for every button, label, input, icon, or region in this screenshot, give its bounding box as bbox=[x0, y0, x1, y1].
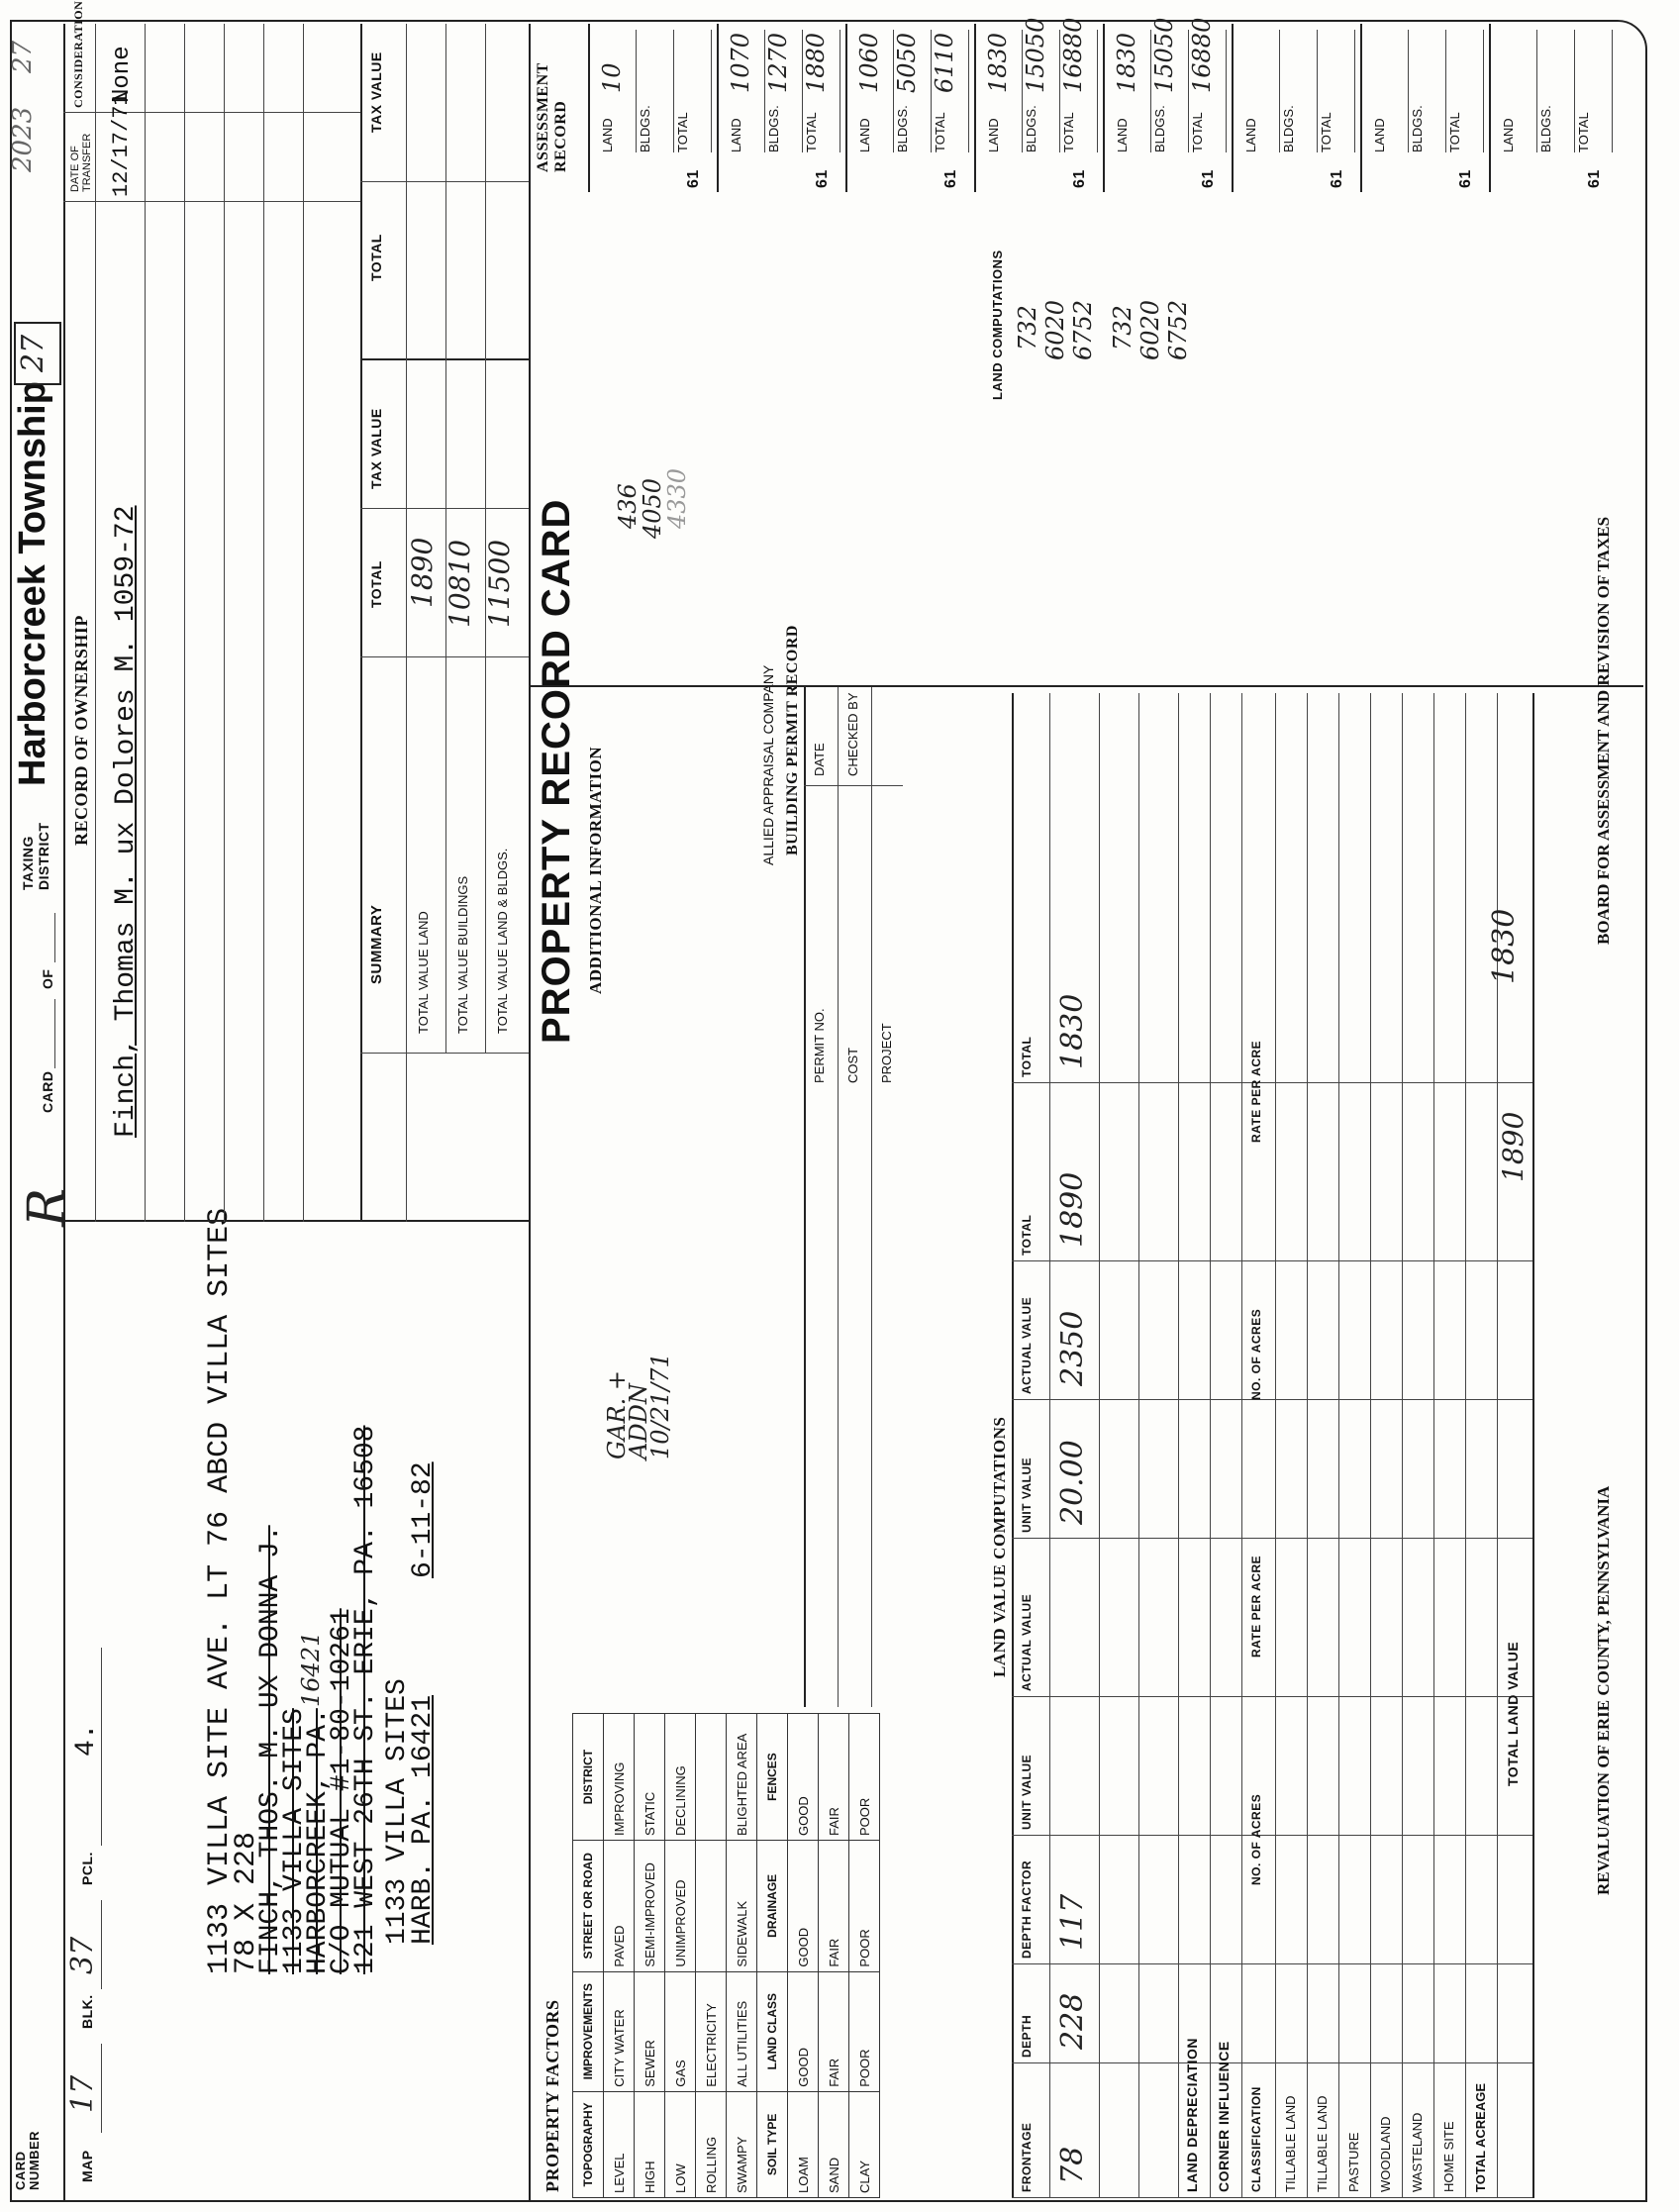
land-value-header: TOTAL bbox=[1020, 1036, 1034, 1077]
land-value-row-d bbox=[1178, 693, 1179, 2198]
pcl-underline bbox=[101, 1648, 102, 1846]
pf-cell: SEWER bbox=[635, 1971, 665, 2091]
land-value-row-a bbox=[1049, 693, 1050, 2198]
summary-col-1 bbox=[360, 656, 529, 657]
blk-underline bbox=[101, 1900, 102, 1989]
right-tax-label: TAX VALUE bbox=[368, 51, 384, 133]
summary-bldgs-total: 10810 bbox=[444, 539, 476, 628]
card-underline bbox=[54, 999, 55, 1068]
summary-all-label: TOTAL VALUE LAND & BLDGS. bbox=[495, 848, 510, 1034]
summary-land-label: TOTAL VALUE LAND bbox=[416, 911, 431, 1034]
permit-rule bbox=[804, 687, 806, 1707]
land-value-top bbox=[1012, 693, 1014, 2198]
assessment-label: BLDGS. 5050 bbox=[895, 30, 932, 152]
assessment-value: 10 bbox=[598, 62, 626, 93]
land-value-col bbox=[1012, 1399, 1532, 1400]
land-comp-3: 6752 bbox=[1069, 299, 1097, 360]
card-class-mark: R bbox=[18, 1187, 77, 1227]
pf-head-street: STREET OR ROAD bbox=[573, 1841, 604, 1972]
land-value-header: TOTAL bbox=[1020, 1214, 1034, 1256]
pf-cell: SAND bbox=[819, 2091, 849, 2197]
pf-cell: STATIC bbox=[635, 1714, 665, 1841]
pf-head-impr: IMPROVEMENTS bbox=[573, 1971, 604, 2091]
map-value: 17 bbox=[65, 2074, 100, 2113]
classification-row: TOTAL ACREAGE bbox=[1473, 2082, 1488, 2192]
pf-head-class: LAND CLASS bbox=[757, 1971, 788, 2091]
assessment-label: TOTAL 1880 bbox=[804, 30, 840, 152]
of-label: OF bbox=[40, 968, 55, 989]
assessment-year: 61 bbox=[814, 169, 831, 188]
ownership-row-3 bbox=[224, 24, 225, 1222]
assessment-value: 1060 bbox=[855, 32, 883, 93]
assessment-block bbox=[1232, 24, 1362, 192]
pf-cell: DECLINING bbox=[665, 1714, 696, 1841]
land-value-col bbox=[1012, 1260, 1532, 1261]
summary-row-1 bbox=[406, 24, 407, 1222]
assessment-value: 15050 bbox=[1150, 17, 1178, 93]
land-value-col bbox=[1012, 2197, 1532, 2198]
pf-cell bbox=[696, 1714, 727, 1841]
pf-cell: LEVEL bbox=[604, 2091, 635, 2197]
assessment-label: LAND 1060 bbox=[857, 30, 894, 152]
land-value-col bbox=[1012, 2062, 1532, 2063]
land-value-row-c bbox=[1138, 693, 1139, 2198]
pf-cell: HIGH bbox=[635, 2091, 665, 2197]
classification-row: TILLABLE LAND bbox=[1283, 2095, 1298, 2192]
property-factors-table bbox=[572, 1713, 880, 2198]
pf-cell: CITY WATER bbox=[604, 1971, 635, 2091]
summary-total-label: TOTAL bbox=[368, 560, 384, 608]
pf-cell: GOOD bbox=[788, 1971, 819, 2091]
struck-line-1: FINCH, THOS. M. UX DONNA J. bbox=[255, 1525, 286, 1974]
land-value-col bbox=[1012, 1696, 1532, 1697]
land-value-header: ACTUAL VALUE bbox=[1020, 1593, 1034, 1691]
pf-cell: IMPROVING bbox=[604, 1714, 635, 1841]
pf-cell: SWAMPY bbox=[727, 2091, 757, 2197]
permit-row-1 bbox=[838, 687, 839, 1707]
assessment-label: LAND bbox=[1372, 30, 1409, 152]
pf-cell: POOR bbox=[849, 1714, 880, 1841]
assessment-value: 16880 bbox=[1188, 17, 1216, 93]
assessment-value: 1830 bbox=[984, 32, 1012, 93]
permit-no-label: PERMIT NO. bbox=[812, 1008, 827, 1083]
hand-fig-1: 436 bbox=[614, 483, 642, 529]
assessment-block bbox=[1360, 24, 1491, 192]
assessment-block bbox=[845, 24, 976, 192]
assessment-value: 15050 bbox=[1022, 17, 1049, 93]
land-value-header: DEPTH bbox=[1020, 2014, 1034, 2058]
header-rule bbox=[63, 24, 65, 2202]
owner-entry: Finch, Thomas M. ux Dolores M. 1059-72 bbox=[111, 505, 142, 1138]
classification-row: WOODLAND bbox=[1378, 2116, 1393, 2192]
assessment-year: 61 bbox=[685, 169, 702, 188]
consideration-value: None bbox=[109, 46, 136, 103]
additional-info-title: ADDITIONAL INFORMATION bbox=[586, 746, 605, 994]
assessment-label: LAND 1830 bbox=[1115, 30, 1151, 152]
property-factors-title: PROPERTY FACTORS bbox=[543, 1999, 562, 2192]
date-of-transfer-label: DATE OF TRANSFER bbox=[69, 133, 93, 192]
consideration-label: CONSIDERATION bbox=[71, 0, 85, 108]
record-number: 27 bbox=[16, 334, 50, 372]
ownership-row-1 bbox=[145, 24, 146, 1222]
assessment-value: 5050 bbox=[893, 32, 921, 93]
classification-header: RATE PER ACRE bbox=[1249, 1040, 1263, 1143]
land-value-cell: 78 bbox=[1055, 2146, 1090, 2184]
assessment-label: BLDGS. 1270 bbox=[766, 30, 803, 152]
pf-cell: UNIMPROVED bbox=[665, 1841, 696, 1972]
assessment-block bbox=[717, 24, 847, 192]
assessment-label: TOTAL 16880 bbox=[1061, 30, 1098, 152]
company-name: ALLIED APPRAISAL COMPANY bbox=[760, 664, 776, 865]
classification-row-rule bbox=[1370, 693, 1371, 2198]
summary-left-edge bbox=[360, 1053, 529, 1054]
land-value-cell: 1890 bbox=[1055, 1171, 1090, 1248]
permit-cost-label: COST bbox=[845, 1047, 860, 1083]
assessment-label: TOTAL 6110 bbox=[933, 30, 969, 152]
land-value-cell: 117 bbox=[1055, 1893, 1090, 1951]
pf-cell: SEMI-IMPROVED bbox=[635, 1841, 665, 1972]
township-name: Harborcreek Township bbox=[12, 381, 53, 786]
total-land-value-2: 1830 bbox=[1487, 908, 1522, 984]
top-right-note: 2023 bbox=[8, 106, 38, 172]
address-line-3: 1133 VILLA SITES bbox=[382, 1678, 413, 1945]
pcl-label: PCL. bbox=[79, 1852, 95, 1885]
land-depreciation-label: LAND DEPRECIATION bbox=[1184, 2037, 1200, 2192]
pf-cell: CLAY bbox=[849, 2091, 880, 2197]
pcl-value: 4. bbox=[71, 1723, 102, 1757]
assessment-label: BLDGS. 15050 bbox=[1024, 30, 1060, 152]
assessment-value: 16880 bbox=[1059, 17, 1087, 93]
pf-cell: LOAM bbox=[788, 2091, 819, 2197]
pf-cell: GOOD bbox=[788, 1714, 819, 1841]
assessment-block bbox=[588, 24, 719, 192]
footer-left: REVALUATION OF ERIE COUNTY, PENNSYLVANIA bbox=[1594, 1485, 1613, 1895]
total-land-value-label: TOTAL LAND VALUE bbox=[1505, 1641, 1521, 1786]
ownership-bottom bbox=[360, 24, 362, 1222]
land-value-cell: 1830 bbox=[1055, 993, 1090, 1069]
pf-cell: GAS bbox=[665, 1971, 696, 2091]
assessment-label: LAND 1830 bbox=[986, 30, 1023, 152]
card-title: PROPERTY RECORD CARD bbox=[535, 498, 578, 1044]
assessment-label: LAND bbox=[1243, 30, 1280, 152]
assessment-label: TOTAL bbox=[1447, 30, 1484, 152]
pf-head-topo: TOPOGRAPHY bbox=[573, 2091, 604, 2197]
summary-all-total: 11500 bbox=[483, 539, 516, 628]
classification-row-rule bbox=[1465, 693, 1466, 2198]
land-value-col bbox=[1012, 1082, 1532, 1083]
assessment-value: 1830 bbox=[1113, 32, 1140, 93]
assessment-label: TOTAL bbox=[1319, 30, 1355, 152]
land-comp-6: 6752 bbox=[1164, 299, 1192, 360]
summary-col-3 bbox=[360, 358, 529, 360]
classification-header: RATE PER ACRE bbox=[1249, 1555, 1263, 1658]
pf-cell: FAIR bbox=[819, 1971, 849, 2091]
assessment-block bbox=[1489, 24, 1620, 192]
top-right-note-2: 27 bbox=[8, 40, 38, 73]
classification-row-rule bbox=[1433, 693, 1434, 2198]
land-value-header: ACTUAL VALUE bbox=[1020, 1296, 1034, 1394]
assessment-year: 61 bbox=[1329, 169, 1345, 188]
ownership-row-5 bbox=[303, 24, 304, 1222]
land-value-col bbox=[1012, 1835, 1532, 1836]
address-line-2: 78 X 228 bbox=[230, 1831, 263, 1974]
land-value-header: UNIT VALUE bbox=[1020, 1457, 1034, 1533]
pf-cell: PAVED bbox=[604, 1841, 635, 1972]
hand-fig-2: 4050 bbox=[639, 477, 666, 539]
assessment-year: 61 bbox=[1457, 169, 1474, 188]
card-number-label: CARD NUMBER bbox=[13, 2130, 42, 2190]
total-land-value-1: 1890 bbox=[1497, 1111, 1530, 1182]
assessment-value: 6110 bbox=[931, 32, 958, 93]
pf-head-fences: FENCES bbox=[757, 1714, 788, 1841]
card-label: CARD bbox=[40, 1070, 55, 1113]
permit-title: BUILDING PERMIT RECORD bbox=[784, 625, 801, 855]
assessment-block bbox=[974, 17, 1105, 192]
pf-cell bbox=[696, 1841, 727, 1972]
land-comp-5: 6020 bbox=[1136, 299, 1164, 360]
ownership-col-1 bbox=[63, 201, 360, 202]
of-underline bbox=[54, 913, 55, 962]
assessment-value: 1270 bbox=[764, 32, 792, 93]
additional-note: GAR. + ADDN 10/21/71 bbox=[603, 1353, 674, 1459]
land-comp-2: 6020 bbox=[1041, 299, 1069, 360]
land-value-cell: 20.00 bbox=[1055, 1440, 1090, 1525]
map-label: MAP bbox=[79, 2150, 95, 2182]
struck-line-2: 1133 VILLA SITES bbox=[279, 1708, 310, 1974]
transfer-date: 12/17/71 bbox=[109, 92, 134, 197]
summary-tax-label: TAX VALUE bbox=[368, 408, 384, 489]
blk-value: 37 bbox=[65, 1936, 100, 1974]
assessment-label: BLDGS. 15050 bbox=[1152, 30, 1189, 152]
pf-cell: SIDEWALK bbox=[727, 1841, 757, 1972]
ownership-row-2 bbox=[184, 24, 185, 1222]
assessment-label: BLDGS. bbox=[1281, 30, 1318, 152]
pf-cell: LOW bbox=[665, 2091, 696, 2197]
land-value-header: UNIT VALUE bbox=[1020, 1754, 1034, 1830]
land-comp-4: 732 bbox=[1109, 305, 1136, 351]
assessment-left-edge bbox=[529, 685, 1643, 687]
struck-line-4: C/O MUTUAL #1-80-10261 bbox=[327, 1608, 357, 1974]
map-underline bbox=[101, 2044, 102, 2133]
struck-line-3: HARBORCREEK, PA. bbox=[303, 1708, 334, 1974]
classification-header: CLASSIFICATION bbox=[1249, 2086, 1263, 2192]
assessment-year: 61 bbox=[1586, 169, 1603, 188]
taxing-district-label: TAXING DISTRICT bbox=[20, 822, 51, 890]
classification-row: WASTELAND bbox=[1410, 2112, 1425, 2192]
land-value-header: FRONTAGE bbox=[1020, 2122, 1034, 2192]
assessment-label: BLDGS. bbox=[1538, 30, 1575, 152]
pf-cell: POOR bbox=[849, 1971, 880, 2091]
ownership-title: RECORD OF OWNERSHIP bbox=[71, 615, 91, 846]
permit-row-2 bbox=[871, 687, 872, 1707]
assessment-label: TOTAL bbox=[675, 30, 712, 152]
land-value-col bbox=[1012, 1963, 1532, 1964]
permit-checked-label: CHECKED BY bbox=[845, 692, 860, 776]
pf-head-district: DISTRICT bbox=[573, 1714, 604, 1841]
pf-cell: BLIGHTED AREA bbox=[727, 1714, 757, 1841]
land-value-col bbox=[1012, 1538, 1532, 1539]
ownership-col-2 bbox=[63, 112, 360, 113]
assessment-year: 61 bbox=[1071, 169, 1088, 188]
summary-col-4 bbox=[360, 181, 529, 182]
classification-header-rule bbox=[1275, 693, 1276, 2198]
classification-header: NO. OF ACRES bbox=[1249, 1308, 1263, 1400]
pf-cell: FAIR bbox=[819, 1841, 849, 1972]
land-value-row-f bbox=[1241, 693, 1242, 2198]
assessment-heading: ASSESSMENT RECORD bbox=[535, 62, 569, 172]
land-value-bottom bbox=[1532, 693, 1534, 2198]
hand-fig-3: 4330 bbox=[663, 467, 691, 529]
pf-cell: ROLLING bbox=[696, 2091, 727, 2197]
footer-right: BOARD FOR ASSESSMENT AND REVISION OF TAXES bbox=[1594, 516, 1613, 945]
mid-rule bbox=[529, 24, 531, 2202]
classification-row-rule bbox=[1307, 693, 1308, 2198]
address-line-4: HARB. PA. 16421 bbox=[408, 1694, 439, 1945]
classification-row-rule bbox=[1338, 693, 1339, 2198]
corner-influence-label: CORNER INFLUENCE bbox=[1216, 2041, 1232, 2192]
assessment-label: LAND 10 bbox=[600, 30, 637, 152]
summary-col-2 bbox=[360, 508, 529, 509]
ownership-title-rule bbox=[95, 24, 96, 1222]
land-value-cell: 2350 bbox=[1055, 1310, 1090, 1386]
assessment-value: 1880 bbox=[802, 32, 830, 93]
assessment-year: 61 bbox=[1200, 169, 1217, 188]
classification-row: TILLABLE LAND bbox=[1315, 2095, 1330, 2192]
address-ownership-divider bbox=[63, 1220, 529, 1222]
struck-line-5: 121 WEST 26TH ST. ERIE, PA. 16508 bbox=[350, 1425, 381, 1974]
summary-title: SUMMARY bbox=[368, 904, 385, 984]
permit-col bbox=[804, 785, 903, 786]
ownership-row-4 bbox=[263, 24, 264, 1222]
pf-cell: ELECTRICITY bbox=[696, 1971, 727, 2091]
assessment-label: TOTAL 16880 bbox=[1190, 30, 1227, 152]
classification-row: PASTURE bbox=[1346, 2132, 1361, 2192]
assessment-record bbox=[529, 17, 1643, 192]
land-value-cell: 228 bbox=[1055, 1992, 1090, 2050]
assessment-label: TOTAL bbox=[1576, 30, 1613, 152]
assessment-label: LAND bbox=[1501, 30, 1537, 152]
land-comp-1: 732 bbox=[1014, 305, 1041, 351]
assessment-label: LAND 1070 bbox=[729, 30, 765, 152]
pf-cell: GOOD bbox=[788, 1841, 819, 1972]
summary-bldgs-label: TOTAL VALUE BUILDINGS bbox=[455, 875, 470, 1034]
summary-land-total: 1890 bbox=[406, 537, 439, 608]
classification-row-rule bbox=[1402, 693, 1403, 2198]
permit-date-label: DATE bbox=[812, 743, 827, 776]
pf-cell: POOR bbox=[849, 1841, 880, 1972]
pf-head-soil: SOIL TYPE bbox=[757, 2091, 788, 2197]
address-line-1: 1133 VILLA SITE AVE. LT 76 ABCD VILLA SITES bbox=[203, 1207, 237, 1974]
handwritten-zip: 16421 bbox=[297, 1631, 325, 1707]
land-value-row-e bbox=[1210, 693, 1211, 2198]
right-total-label: TOTAL bbox=[368, 234, 384, 281]
assessment-label: BLDGS. bbox=[638, 30, 674, 152]
classification-header: NO. OF ACRES bbox=[1249, 1793, 1263, 1885]
pf-head-drain: DRAINAGE bbox=[757, 1841, 788, 1972]
blk-label: BLK. bbox=[79, 1994, 95, 2029]
land-value-row-b bbox=[1099, 693, 1100, 2198]
address-date: 6-11-82 bbox=[408, 1461, 439, 1578]
land-value-header: DEPTH FACTOR bbox=[1020, 1860, 1034, 1959]
land-computations-title: LAND COMPUTATIONS bbox=[990, 250, 1005, 400]
permit-project-label: PROJECT bbox=[879, 1023, 894, 1083]
land-value-title: LAND VALUE COMPUTATIONS bbox=[990, 1416, 1009, 1677]
classification-row: HOME SITE bbox=[1441, 2121, 1456, 2192]
pf-cell: ALL UTILITIES bbox=[727, 1971, 757, 2091]
assessment-year: 61 bbox=[942, 169, 959, 188]
assessment-label: BLDGS. bbox=[1410, 30, 1446, 152]
assessment-block bbox=[1103, 17, 1234, 192]
pf-cell: FAIR bbox=[819, 1714, 849, 1841]
assessment-value: 1070 bbox=[727, 32, 754, 93]
